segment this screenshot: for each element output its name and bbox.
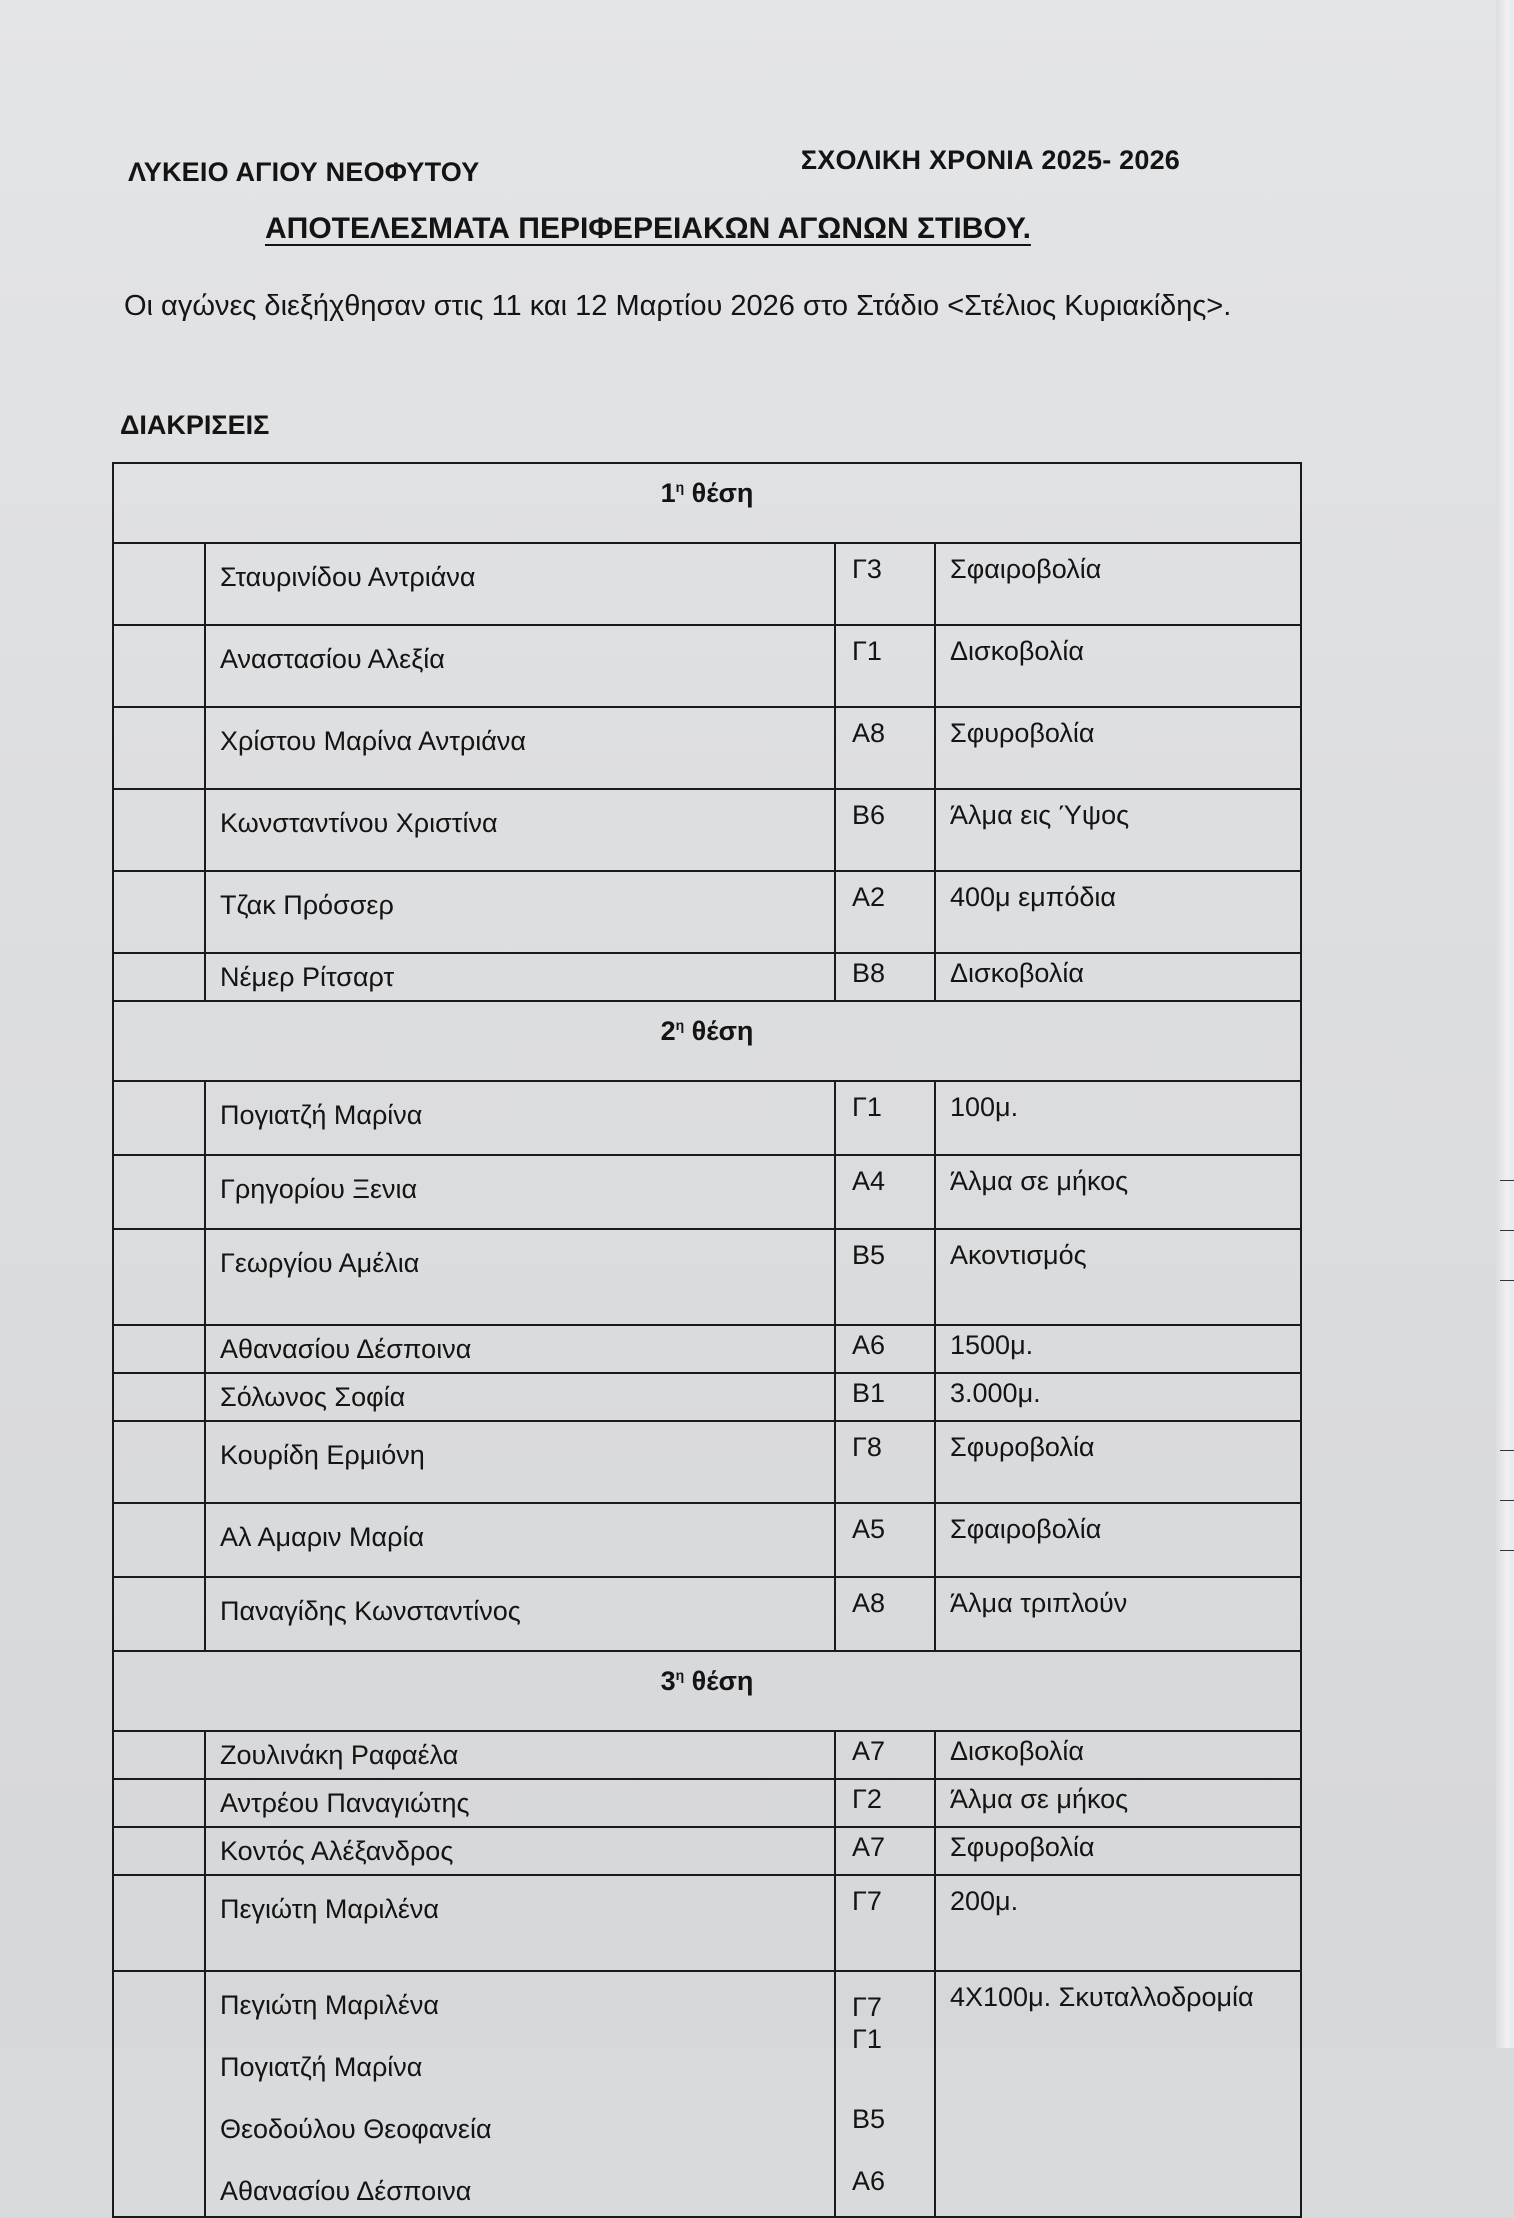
athlete-event: Άλμα εις Ύψος	[935, 789, 1301, 871]
athlete-class: Β8	[835, 953, 935, 1001]
athlete-class: Γ1	[835, 1081, 935, 1155]
athlete-name: Σταυρινίδου Αντριάνα	[205, 543, 835, 625]
blank-cell	[113, 1577, 205, 1651]
relay-athlete-class: Β5	[852, 2104, 886, 2134]
place-heading-2	[113, 1001, 1301, 1081]
blank-cell	[113, 1503, 205, 1577]
blank-cell	[113, 543, 205, 625]
relay-athlete-name: Πογιατζή Μαρίνα	[220, 2052, 423, 2082]
relay-row	[113, 1971, 1301, 2217]
edge-mark	[1500, 1500, 1514, 1501]
athlete-event: Σφυροβολία	[935, 707, 1301, 789]
table-row	[113, 1421, 1301, 1503]
relay-event: 4Χ100μ. Σκυταλλοδρομία	[935, 1971, 1301, 2217]
table-row	[113, 1875, 1301, 1971]
document-title: ΑΠΟΤΕΛΕΣΜΑΤΑ ΠΕΡΙΦΕΡΕΙΑΚΩΝ ΑΓΩΝΩΝ ΣΤΙΒΟΥ.	[265, 212, 1031, 245]
edge-mark	[1500, 1450, 1514, 1451]
table-row	[113, 1827, 1301, 1875]
athlete-event: Δισκοβολία	[935, 953, 1301, 1001]
relay-classes	[835, 1971, 935, 2217]
results-table	[112, 462, 1302, 2218]
athlete-name: Αντρέου Παναγιώτης	[205, 1779, 835, 1827]
place-number: 1	[660, 478, 676, 508]
athlete-name: Γεωργίου Αμέλια	[205, 1229, 835, 1325]
school-name: ΛΥΚΕΙΟ ΑΓΙΟΥ ΝΕΟΦΥΤΟΥ	[128, 157, 480, 187]
athlete-class: Γ3	[835, 543, 935, 625]
athlete-name: Κουρίδη Ερμιόνη	[205, 1421, 835, 1503]
athlete-name: Τζακ Πρόσσερ	[205, 871, 835, 953]
blank-cell	[113, 1081, 205, 1155]
athlete-class: Α7	[835, 1731, 935, 1779]
place-number: 3	[660, 1666, 676, 1696]
document-header	[128, 145, 1188, 188]
table-row	[113, 707, 1301, 789]
edge-mark	[1500, 1180, 1514, 1181]
relay-athlete-class: Γ7	[852, 1992, 882, 2022]
athlete-event: 200μ.	[935, 1875, 1301, 1971]
athlete-name: Κοντός Αλέξανδρος	[205, 1827, 835, 1875]
intro-paragraph: Οι αγώνες διεξήχθησαν στις 11 και 12 Μαρτίου 2026 στο Στάδιο <Στέλιος Κυριακίδης>.	[124, 290, 1232, 322]
place-word: θέση	[691, 1666, 754, 1696]
athlete-class: Α8	[835, 1577, 935, 1651]
blank-cell	[113, 1421, 205, 1503]
athlete-event: Σφαιροβολία	[935, 1503, 1301, 1577]
athlete-name: Κωνσταντίνου Χριστίνα	[205, 789, 835, 871]
table-row	[113, 789, 1301, 871]
place-ordinal: η	[675, 1667, 685, 1683]
table-row	[113, 1373, 1301, 1421]
athlete-event: Άλμα σε μήκος	[935, 1779, 1301, 1827]
blank-cell	[113, 871, 205, 953]
athlete-name: Ζουλινάκη Ραφαέλα	[205, 1731, 835, 1779]
athlete-name: Αθανασίου Δέσποινα	[205, 1325, 835, 1373]
athlete-event: 3.000μ.	[935, 1373, 1301, 1421]
place-header-row	[113, 1001, 1301, 1081]
place-header-row	[113, 1651, 1301, 1731]
athlete-class: Β1	[835, 1373, 935, 1421]
athlete-class: Α2	[835, 871, 935, 953]
athlete-class: Β6	[835, 789, 935, 871]
athlete-name: Νέμερ Ρίτσαρτ	[205, 953, 835, 1001]
blank-cell	[113, 1731, 205, 1779]
place-ordinal: η	[675, 479, 685, 495]
athlete-class: Α8	[835, 707, 935, 789]
athlete-class: Γ7	[835, 1875, 935, 1971]
edge-mark	[1500, 1230, 1514, 1231]
blank-cell	[113, 1373, 205, 1421]
table-row	[113, 871, 1301, 953]
athlete-name: Πεγιώτη Μαριλένα	[205, 1875, 835, 1971]
athlete-event: Άλμα σε μήκος	[935, 1155, 1301, 1229]
blank-cell	[113, 789, 205, 871]
edge-mark	[1500, 1550, 1514, 1551]
athlete-event: Δισκοβολία	[935, 625, 1301, 707]
athlete-name: Αναστασίου Αλεξία	[205, 625, 835, 707]
athlete-name: Σόλωνος Σοφία	[205, 1373, 835, 1421]
blank-cell	[113, 953, 205, 1001]
athlete-class: Γ2	[835, 1779, 935, 1827]
blank-cell	[113, 1325, 205, 1373]
athlete-event: Άλμα τριπλούν	[935, 1577, 1301, 1651]
relay-athlete-name: Θεοδούλου Θεοφανεία	[220, 2114, 492, 2144]
place-word: θέση	[691, 1016, 754, 1046]
blank-cell	[113, 1971, 205, 2217]
athlete-class: Α6	[835, 1325, 935, 1373]
table-row	[113, 953, 1301, 1001]
table-row	[113, 625, 1301, 707]
table-row	[113, 1577, 1301, 1651]
athlete-event: Σφυροβολία	[935, 1421, 1301, 1503]
table-row	[113, 1325, 1301, 1373]
blank-cell	[113, 1875, 205, 1971]
page-edge-behind	[1496, 0, 1514, 2048]
athlete-class: Β5	[835, 1229, 935, 1325]
blank-cell	[113, 1779, 205, 1827]
edge-mark	[1500, 1280, 1514, 1281]
relay-athlete-class: Γ1	[852, 2024, 882, 2054]
place-number: 2	[660, 1016, 676, 1046]
athlete-class: Γ8	[835, 1421, 935, 1503]
athlete-event: Σφαιροβολία	[935, 543, 1301, 625]
relay-athlete-name: Πεγιώτη Μαριλένα	[220, 1990, 440, 2020]
relay-athletes	[205, 1971, 835, 2217]
place-word: θέση	[691, 478, 754, 508]
athlete-name: Χρίστου Μαρίνα Αντριάνα	[205, 707, 835, 789]
athlete-event: Σφυροβολία	[935, 1827, 1301, 1875]
table-row	[113, 1155, 1301, 1229]
place-heading-1	[113, 463, 1301, 543]
athlete-name: Πογιατζή Μαρίνα	[205, 1081, 835, 1155]
athlete-name: Γρηγορίου Ξενια	[205, 1155, 835, 1229]
table-row	[113, 1503, 1301, 1577]
blank-cell	[113, 1155, 205, 1229]
athlete-class: Α7	[835, 1827, 935, 1875]
blank-cell	[113, 1827, 205, 1875]
table-row	[113, 543, 1301, 625]
place-heading-3	[113, 1651, 1301, 1731]
table-row	[113, 1779, 1301, 1827]
athlete-class: Α5	[835, 1503, 935, 1577]
blank-cell	[113, 1229, 205, 1325]
table-row	[113, 1229, 1301, 1325]
section-label: ΔΙΑΚΡΙΣΕΙΣ	[120, 410, 270, 440]
blank-cell	[113, 625, 205, 707]
relay-athlete-name: Αθανασίου Δέσποινα	[220, 2176, 472, 2206]
athlete-event: Δισκοβολία	[935, 1731, 1301, 1779]
athlete-event: 100μ.	[935, 1081, 1301, 1155]
table-row	[113, 1731, 1301, 1779]
athlete-event: Ακοντισμός	[935, 1229, 1301, 1325]
athlete-class: Γ1	[835, 625, 935, 707]
athlete-class: Α4	[835, 1155, 935, 1229]
athlete-event: 1500μ.	[935, 1325, 1301, 1373]
athlete-name: Παναγίδης Κωνσταντίνος	[205, 1577, 835, 1651]
place-header-row	[113, 463, 1301, 543]
school-year: ΣΧΟΛΙΚΗ ΧΡΟΝΙΑ 2025- 2026	[800, 145, 1180, 175]
athlete-name: Αλ Αμαριν Μαρία	[205, 1503, 835, 1577]
table-row	[113, 1081, 1301, 1155]
blank-cell	[113, 707, 205, 789]
relay-athlete-class: Α6	[852, 2166, 886, 2196]
athlete-event: 400μ εμπόδια	[935, 871, 1301, 953]
place-ordinal: η	[675, 1017, 685, 1033]
